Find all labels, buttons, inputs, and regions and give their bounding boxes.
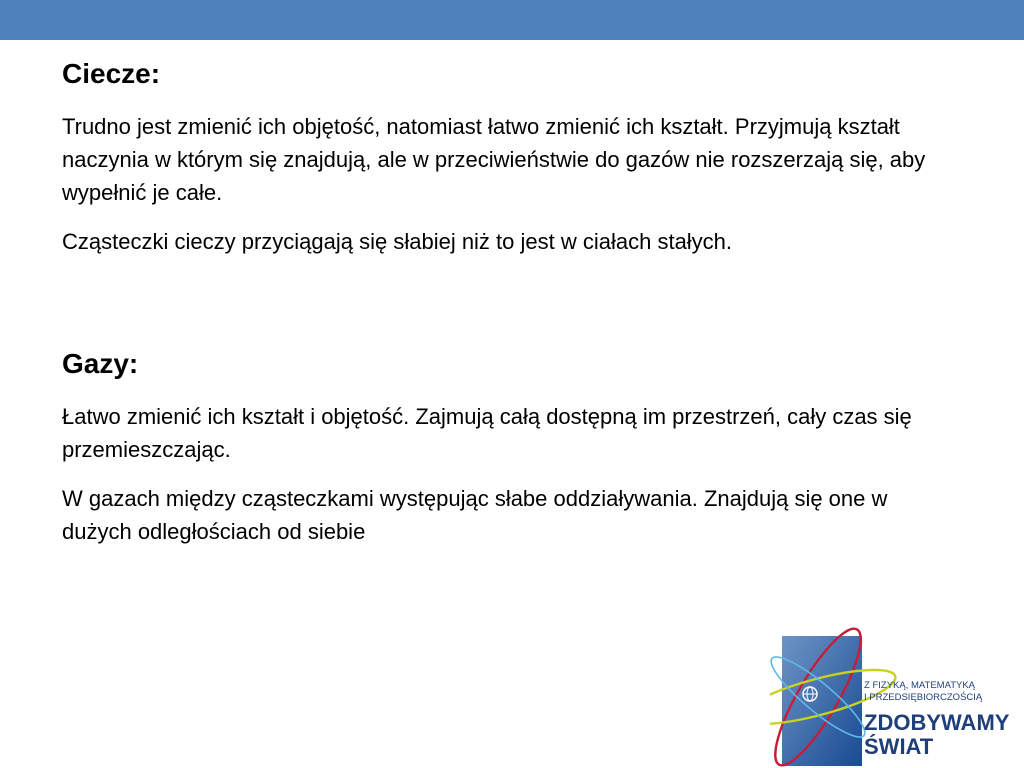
liquids-paragraph-2: Cząsteczki cieczy przyciągają się słabiej niż to jest w ciałach stałych. [62,229,733,254]
logo-line-2: I PRZEDSIĘBIORCZOŚCIĄ [864,692,983,703]
project-logo [770,622,1024,768]
logo-line-4: ŚWIAT [864,734,934,759]
slide-content [62,56,962,564]
logo-line-1: Z FIZYKĄ, MATEMATYKĄ [864,680,976,691]
header-bar [0,0,1024,40]
heading-liquids: Ciecze: [62,58,161,89]
logo-line-3: ZDOBYWAMY [864,710,1010,735]
gases-paragraph-2: W gazach między cząsteczkami występując słabe oddziaływania. Znajdują się one w dużych odległościach od siebie [62,486,888,544]
liquids-paragraph-1: Trudno jest zmienić ich objętość, natomiast łatwo zmienić ich kształt. Przyjmują kształt naczynia w którym się znajdują, ale w przeciwieństwie do gazów nie rozszerzają się, aby wypełnić je całe. [62,114,926,205]
heading-gases: Gazy: [62,348,139,379]
gases-paragraph-1: Łatwo zmienić ich kształt i objętość. Zajmują całą dostępną im przestrzeń, cały czas się przemieszczając. [62,404,912,462]
